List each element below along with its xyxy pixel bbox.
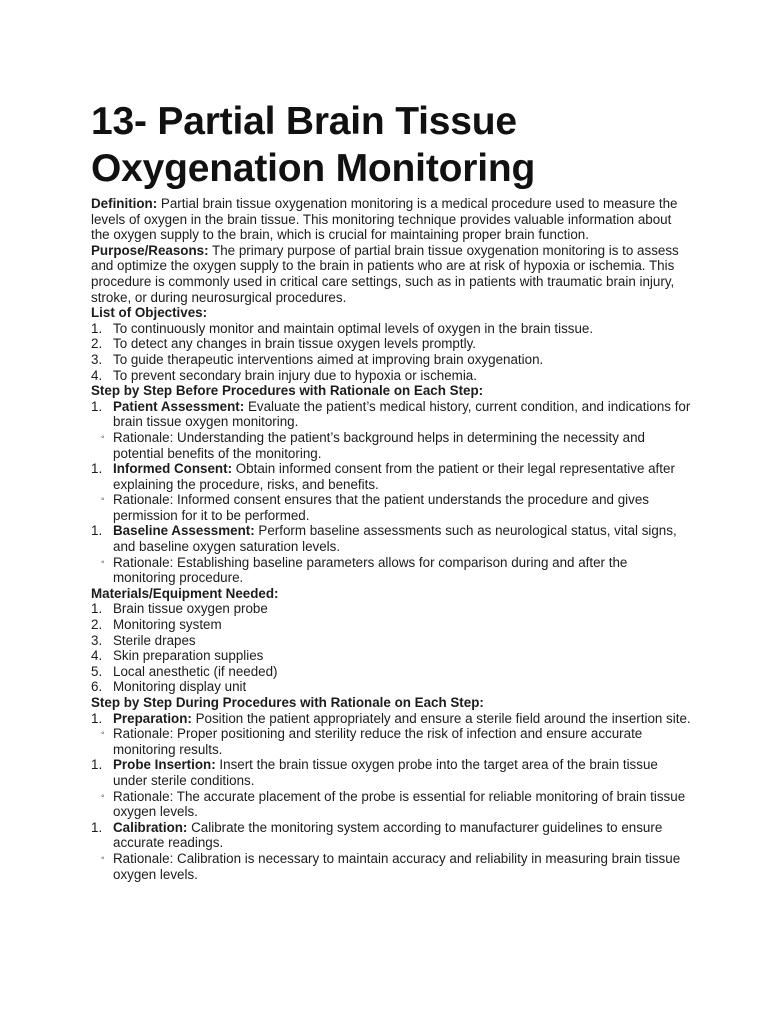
rationale-item [91,555,691,586]
hollow-bullet-icon: ◦ [101,494,105,506]
during-procedures-heading: Step by Step During Procedures with Rationale on Each Step: [91,695,484,710]
during-procedures-list [91,711,691,883]
list-number: 3. [91,351,103,367]
objectives-list [91,321,691,383]
page-title [91,98,691,192]
step-label: Patient Assessment: [113,398,245,414]
step-label: Baseline Assessment: [113,523,255,539]
step-item [91,523,691,554]
rationale-text: Rationale: Informed consent ensures that the patient understands the procedure and gives permission for it to be performed. [113,492,649,523]
document-body [91,196,691,882]
step-item [91,820,691,851]
step-text: Position the patient appropriately and ensure a sterile field around the insertion site. [191,710,691,726]
list-number: 4. [91,367,103,383]
hollow-bullet-icon: ◦ [101,852,105,864]
step-number: 1. [91,523,103,539]
list-item [91,664,691,680]
hollow-bullet-icon: ◦ [101,556,105,568]
step-item [91,399,691,430]
list-item [91,617,691,633]
list-item [91,336,691,352]
list-item [91,679,691,695]
definition-text: Partial brain tissue oxygenation monitoring is a medical procedure used to measure the levels of oxygen in the brain tissue. This monitoring technique provides valuable information about the oxygen supply to the brain, which is crucial for maintaining proper brain function. [91,196,678,243]
rationale-text: Rationale: Calibration is necessary to maintain accuracy and reliability in measuring brain tissue oxygen levels. [113,850,681,882]
rationale-item [91,851,691,882]
step-text: Perform baseline assessments such as neurological status, vital signs, and baseline oxygen saturation levels. [113,523,677,555]
rationale-item [91,789,691,820]
list-item [91,633,691,649]
objectives-heading: List of Objectives: [91,305,208,321]
before-procedures-heading: Step by Step Before Procedures with Rationale on Each Step: [91,383,484,399]
step-text: Insert the brain tissue oxygen probe into the target area of the brain tissue under sterile conditions. [113,757,658,788]
list-item-text: Skin preparation supplies [113,648,264,664]
list-item-text: Local anesthetic (if needed) [113,663,278,679]
list-item [91,352,691,368]
rationale-text: Rationale: The accurate placement of the probe is essential for reliable monitoring of brain tissue oxygen levels. [113,788,686,820]
before-procedures-list [91,399,691,586]
rationale-item [91,492,691,523]
hollow-bullet-icon: ◦ [101,790,105,802]
step-text: Obtain informed consent from the patient or their legal representative after explaining the procedure, risks, and benefits. [113,461,675,492]
step-label: Calibration: [113,819,188,835]
step-item [91,711,691,727]
list-number: 2. [91,336,103,352]
rationale-text: Rationale: Establishing baseline parameters allows for comparison during and after the monitoring procedure. [113,554,628,586]
purpose-label: Purpose/Reasons: [91,242,209,258]
list-number: 1. [91,320,103,336]
step-number: 1. [91,757,103,773]
rationale-item [91,430,691,461]
list-item-text: Brain tissue oxygen probe [113,601,268,617]
list-item-text: To detect any changes in brain tissue oxygen levels promptly. [113,336,476,352]
step-number: 1. [91,710,103,726]
materials-list [91,601,691,695]
list-item-text: To prevent secondary brain injury due to hypoxia or ischemia. [113,367,477,383]
list-item-text: Monitoring display unit [113,679,247,695]
list-number: 5. [91,663,103,679]
list-item [91,601,691,617]
step-label: Informed Consent: [113,461,233,477]
step-number: 1. [91,819,103,835]
hollow-bullet-icon: ◦ [101,728,105,740]
hollow-bullet-icon: ◦ [101,431,105,443]
document-page [91,98,691,882]
list-number: 6. [91,679,103,695]
purpose-text: The primary purpose of partial brain tissue oxygenation monitoring is to assess and optimize the oxygen supply to the brain in patients who are at risk of hypoxia or ischemia. This procedure is commonly used in critical care settings, such as in patients with traumatic brain injury, stroke, or during neurosurgical procedures. [91,242,679,305]
step-label: Preparation: [113,710,192,726]
title-line-2: Oxygenation Monitoring [91,147,536,190]
definition-paragraph [91,196,691,243]
list-item [91,321,691,337]
list-number: 2. [91,617,103,633]
list-item-text: To continuously monitor and maintain optimal levels of oxygen in the brain tissue. [113,320,594,336]
step-item [91,757,691,788]
purpose-paragraph [91,243,691,305]
step-number: 1. [91,398,103,414]
step-text: Evaluate the patient’s medical history, current condition, and indications for brain tissue oxygen monitoring. [113,398,691,430]
step-item [91,461,691,492]
list-item-text: To guide therapeutic interventions aimed at improving brain oxygenation. [113,351,544,367]
step-label: Probe Insertion: [113,757,216,773]
step-number: 1. [91,461,103,477]
materials-heading: Materials/Equipment Needed: [91,585,279,601]
list-number: 3. [91,632,103,648]
list-item-text: Sterile drapes [113,632,196,648]
rationale-text: Rationale: Understanding the patient’s background helps in determining the necessity and potential benefits of the monitoring. [113,429,646,461]
list-number: 4. [91,648,103,664]
list-item-text: Monitoring system [113,617,222,633]
list-item [91,368,691,384]
list-item [91,648,691,664]
rationale-text: Rationale: Proper positioning and sterility reduce the risk of infection and ensure accurate monitoring results. [113,726,643,757]
step-text: Calibrate the monitoring system according to manufacturer guidelines to ensure accurate readings. [113,819,663,851]
title-line-1: 13- Partial Brain Tissue [91,100,517,143]
rationale-item [91,726,691,757]
list-number: 1. [91,601,103,617]
definition-label: Definition: [91,196,158,211]
